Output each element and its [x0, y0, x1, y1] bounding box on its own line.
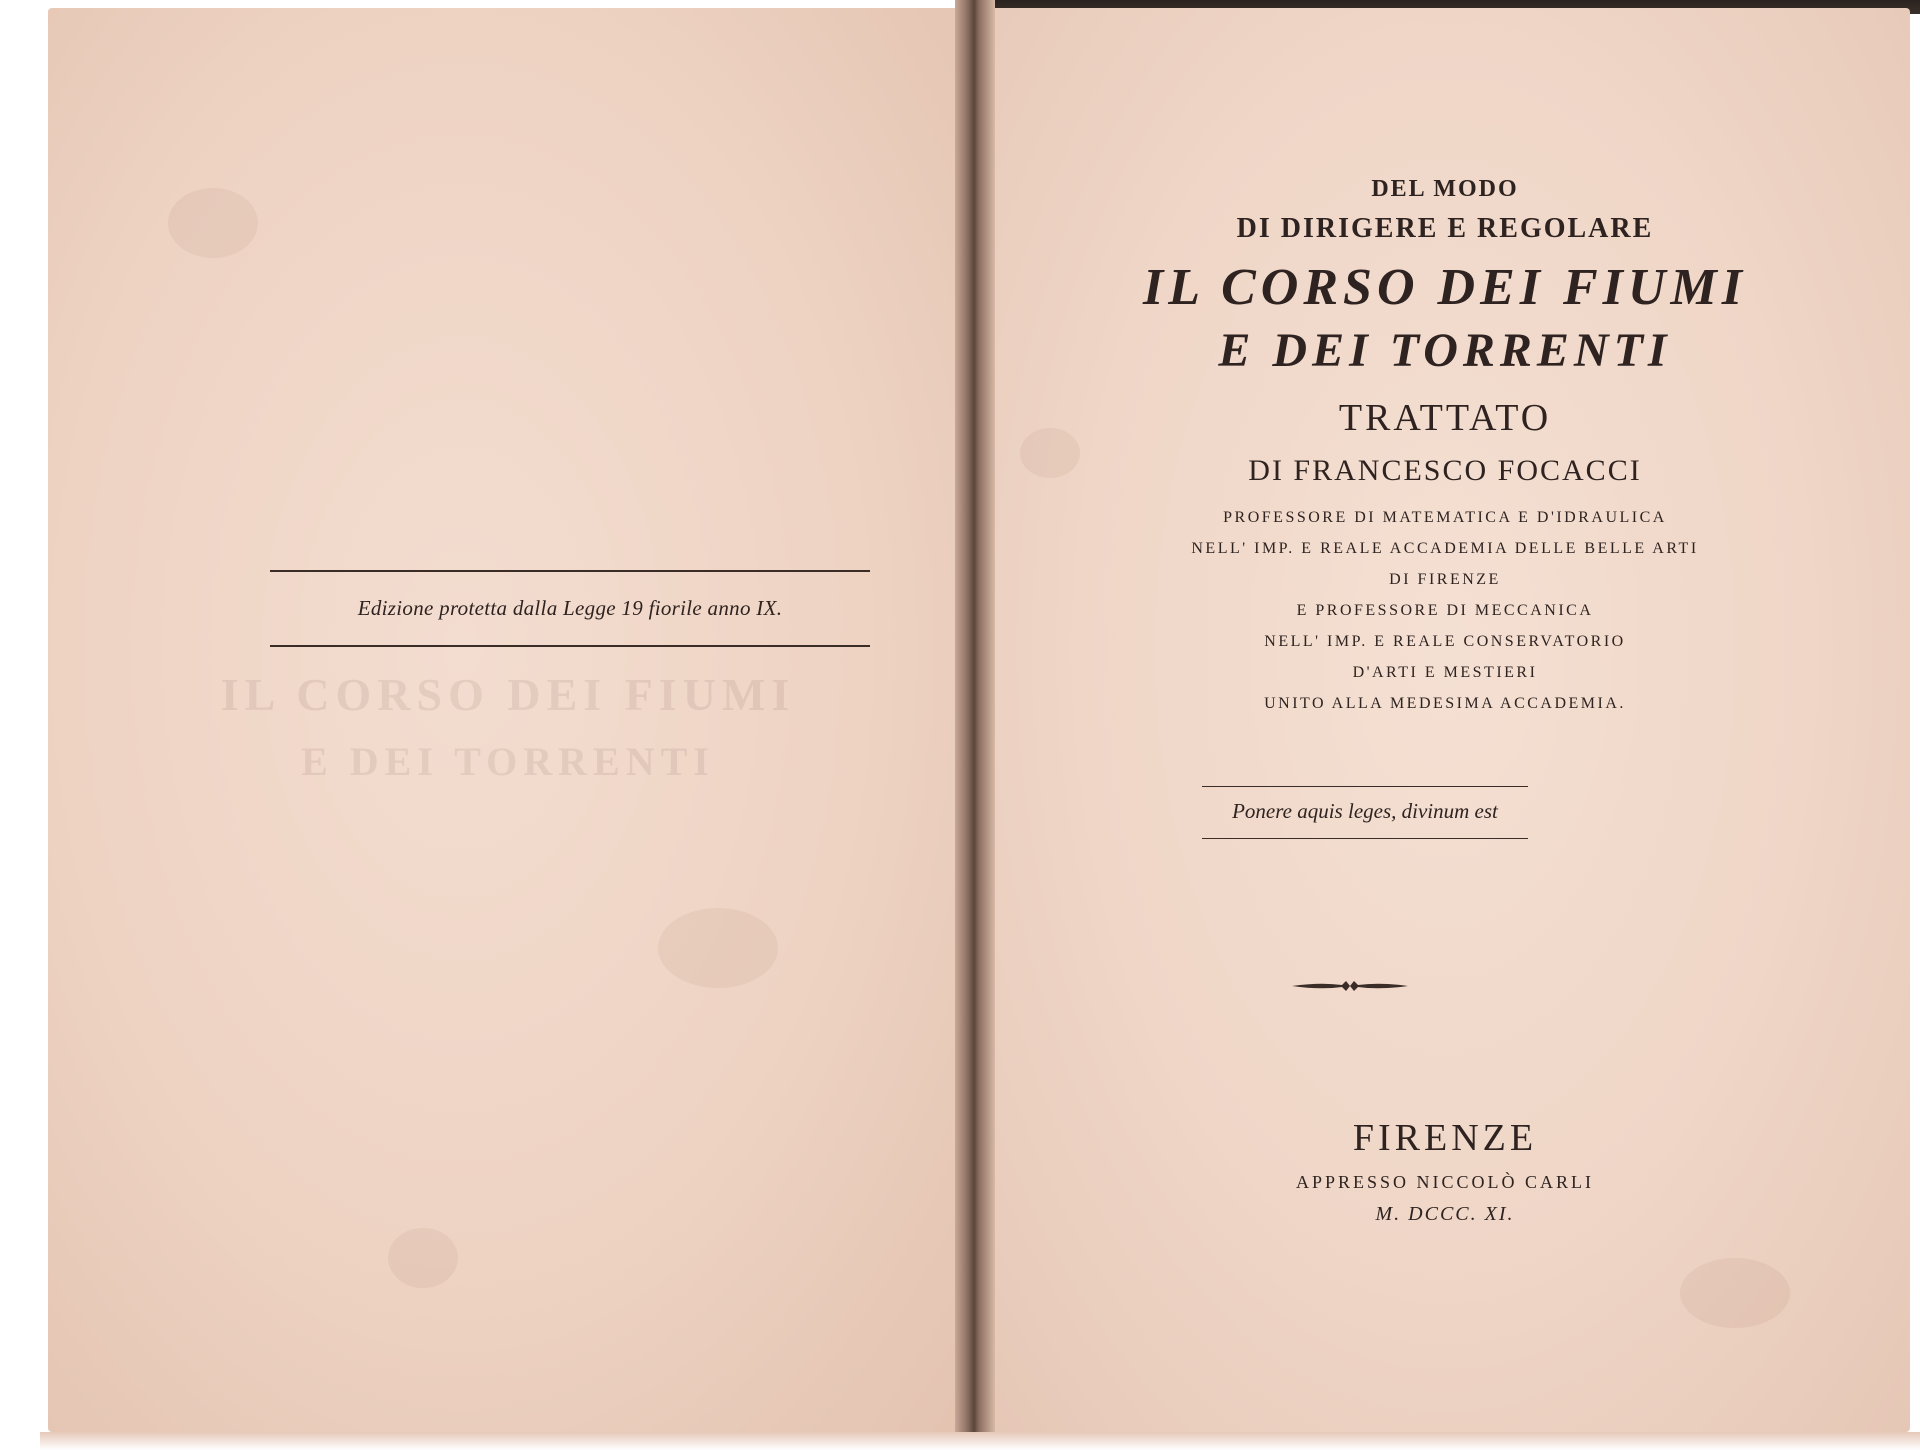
page-bottom-edge [40, 1432, 1920, 1450]
foxing-spot [1680, 1258, 1790, 1328]
show-through-text: E DEI TORRENTI [301, 739, 715, 784]
imprint-year: M. DCCC. XI. [1375, 1203, 1515, 1225]
author: DI FRANCESCO FOCACCI [1248, 453, 1642, 487]
show-through-text: IL CORSO DEI FIUMI [220, 669, 796, 720]
bottom-rule [270, 645, 870, 647]
title-line-2: DI DIRIGERE E REGOLARE [1236, 213, 1654, 244]
title-line-4: E DEI TORRENTI [1218, 323, 1672, 377]
author-credentials [980, 502, 1910, 719]
title-block [980, 176, 1910, 719]
bottom-rule [1202, 838, 1528, 839]
imprint-publisher: APPRESSO NICCOLÒ CARLI [1295, 1172, 1595, 1192]
copyright-notice [270, 570, 870, 647]
title-line-3: IL CORSO DEI FIUMI [1143, 259, 1747, 316]
subtitle: TRATTATO [1338, 396, 1552, 439]
ornament-icon [1290, 978, 1410, 994]
right-page [980, 8, 1910, 1432]
credential-line: PROFESSORE DI MATEMATICA E D'IDRAULICA [1223, 508, 1667, 526]
foxing-spot [168, 188, 258, 258]
credential-line: D'ARTI E MESTIERI [1352, 663, 1538, 681]
foxing-spot [658, 908, 778, 988]
imprint-city: FIRENZE [1352, 1117, 1538, 1159]
credential-line: E PROFESSORE DI MECCANICA [1296, 601, 1594, 619]
imprint [980, 1116, 1910, 1226]
foxing-spot [388, 1228, 458, 1288]
credential-line: NELL' IMP. E REALE ACCADEMIA DELLE BELLE ARTI [1191, 539, 1699, 557]
credential-line: NELL' IMP. E REALE CONSERVATORIO [1264, 632, 1626, 650]
credential-line: DI FIRENZE [1389, 570, 1501, 588]
motto: Ponere aquis leges, divinum est [1232, 799, 1498, 823]
left-page [48, 8, 968, 1432]
book-gutter [955, 0, 995, 1450]
credential-line: UNITO ALLA MEDESIMA ACCADEMIA. [1264, 694, 1626, 712]
notice-text: Edizione protetta dalla Legge 19 fiorile anno IX. [357, 596, 783, 620]
title-line-1: DEL MODO [1371, 176, 1519, 202]
motto-block [1202, 786, 1528, 839]
